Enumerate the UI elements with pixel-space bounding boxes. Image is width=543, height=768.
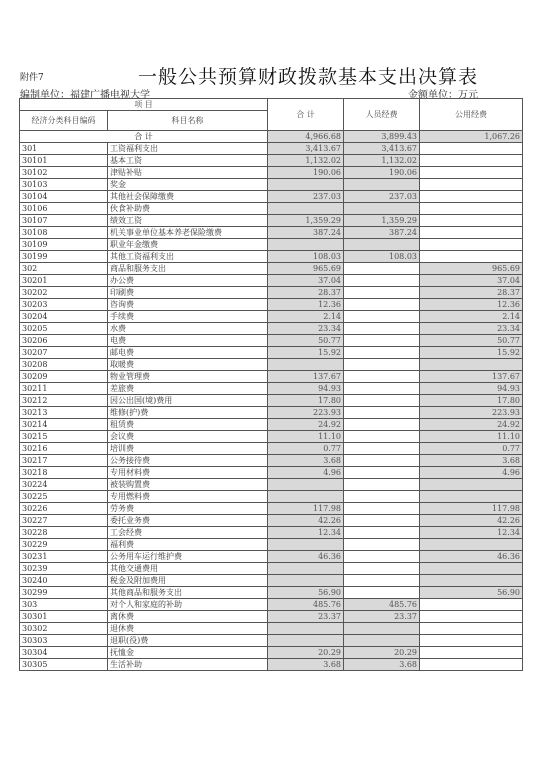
row-personnel xyxy=(344,383,420,395)
row-personnel: 190.06 xyxy=(344,167,420,179)
row-public: 117.98 xyxy=(420,503,523,515)
row-public: 17.80 xyxy=(420,395,523,407)
table-row xyxy=(20,455,523,467)
row-public: 28.37 xyxy=(420,287,523,299)
row-code: 30106 xyxy=(20,203,108,215)
table-row xyxy=(20,299,523,311)
row-code: 30226 xyxy=(20,503,108,515)
header-row-1 xyxy=(20,99,523,111)
row-public: 11.10 xyxy=(420,431,523,443)
row-public xyxy=(420,215,523,227)
row-total xyxy=(268,539,344,551)
row-total: 12.36 xyxy=(268,299,344,311)
row-personnel xyxy=(344,239,420,251)
table-row xyxy=(20,527,523,539)
row-public: 42.26 xyxy=(420,515,523,527)
table-row xyxy=(20,191,523,203)
row-code: 302 xyxy=(20,263,108,275)
header-personnel: 人员经费 xyxy=(344,99,420,131)
row-code: 30108 xyxy=(20,227,108,239)
row-personnel xyxy=(344,359,420,371)
row-total: 4.96 xyxy=(268,467,344,479)
row-code: 30303 xyxy=(20,635,108,647)
row-total: 137.67 xyxy=(268,371,344,383)
table-row xyxy=(20,263,523,275)
row-name: 商品和服务支出 xyxy=(108,263,268,275)
row-personnel xyxy=(344,575,420,587)
row-public: 24.92 xyxy=(420,419,523,431)
amount-unit-label: 金额单位：万元 xyxy=(408,90,478,101)
row-code: 303 xyxy=(20,599,108,611)
table-row xyxy=(20,491,523,503)
row-name: 绩效工资 xyxy=(108,215,268,227)
total-label: 合 计 xyxy=(20,131,268,143)
table-row xyxy=(20,311,523,323)
row-public xyxy=(420,659,523,671)
row-personnel xyxy=(344,443,420,455)
row-name: 奖金 xyxy=(108,179,268,191)
row-personnel xyxy=(344,635,420,647)
row-personnel xyxy=(344,467,420,479)
row-public xyxy=(420,251,523,263)
row-name: 差旅费 xyxy=(108,383,268,395)
row-personnel: 485.76 xyxy=(344,599,420,611)
table-row xyxy=(20,347,523,359)
row-name: 邮电费 xyxy=(108,347,268,359)
table-row xyxy=(20,659,523,671)
row-total: 0.77 xyxy=(268,443,344,455)
row-public: 1,067.26 xyxy=(420,131,523,143)
row-name: 物业管理费 xyxy=(108,371,268,383)
table-row xyxy=(20,143,523,155)
table-row xyxy=(20,359,523,371)
row-total xyxy=(268,635,344,647)
row-personnel: 237.03 xyxy=(344,191,420,203)
table-row xyxy=(20,431,523,443)
row-public xyxy=(420,179,523,191)
table-row xyxy=(20,599,523,611)
table-row xyxy=(20,203,523,215)
table-row xyxy=(20,407,523,419)
row-code: 30231 xyxy=(20,551,108,563)
row-code: 30204 xyxy=(20,311,108,323)
row-total xyxy=(268,491,344,503)
table-row xyxy=(20,551,523,563)
row-code: 30225 xyxy=(20,491,108,503)
row-name: 津贴补贴 xyxy=(108,167,268,179)
table-row xyxy=(20,647,523,659)
row-personnel xyxy=(344,335,420,347)
row-total: 190.06 xyxy=(268,167,344,179)
row-personnel xyxy=(344,323,420,335)
attachment-label: 附件7 xyxy=(20,73,44,83)
header-name: 科目名称 xyxy=(108,111,268,131)
row-name: 取暖费 xyxy=(108,359,268,371)
row-public xyxy=(420,611,523,623)
row-total xyxy=(268,623,344,635)
row-public: 50.77 xyxy=(420,335,523,347)
row-public: 23.34 xyxy=(420,323,523,335)
row-public xyxy=(420,227,523,239)
row-personnel xyxy=(344,491,420,503)
row-name: 水费 xyxy=(108,323,268,335)
table-row xyxy=(20,515,523,527)
row-total: 108.03 xyxy=(268,251,344,263)
row-public: 37.04 xyxy=(420,275,523,287)
table-row xyxy=(20,239,523,251)
row-name: 公务接待费 xyxy=(108,455,268,467)
row-code: 30239 xyxy=(20,563,108,575)
table-row xyxy=(20,371,523,383)
row-name: 印刷费 xyxy=(108,287,268,299)
row-code: 30104 xyxy=(20,191,108,203)
row-public: 0.77 xyxy=(420,443,523,455)
row-code: 30209 xyxy=(20,371,108,383)
row-name: 因公出国(境)费用 xyxy=(108,395,268,407)
table-row xyxy=(20,227,523,239)
row-code: 30202 xyxy=(20,287,108,299)
row-personnel xyxy=(344,203,420,215)
row-public: 94.93 xyxy=(420,383,523,395)
row-code: 301 xyxy=(20,143,108,155)
row-personnel: 387.24 xyxy=(344,227,420,239)
row-total: 94.93 xyxy=(268,383,344,395)
row-public xyxy=(420,155,523,167)
row-total: 17.80 xyxy=(268,395,344,407)
row-name: 其他商品和服务支出 xyxy=(108,587,268,599)
row-personnel xyxy=(344,431,420,443)
table-row xyxy=(20,395,523,407)
row-personnel: 1,132.02 xyxy=(344,155,420,167)
row-name: 电费 xyxy=(108,335,268,347)
table-row xyxy=(20,323,523,335)
table-row xyxy=(20,539,523,551)
row-total: 56.90 xyxy=(268,587,344,599)
row-code: 30201 xyxy=(20,275,108,287)
row-public xyxy=(420,143,523,155)
row-total: 1,359.29 xyxy=(268,215,344,227)
row-personnel xyxy=(344,539,420,551)
row-total: 1,132.02 xyxy=(268,155,344,167)
row-public xyxy=(420,647,523,659)
row-personnel: 3,413.67 xyxy=(344,143,420,155)
row-name: 其他社会保障缴费 xyxy=(108,191,268,203)
row-name: 咨询费 xyxy=(108,299,268,311)
row-public xyxy=(420,635,523,647)
row-code: 30107 xyxy=(20,215,108,227)
row-personnel xyxy=(344,311,420,323)
row-personnel xyxy=(344,371,420,383)
row-total xyxy=(268,203,344,215)
row-public: 4.96 xyxy=(420,467,523,479)
row-public: 12.36 xyxy=(420,299,523,311)
table-row xyxy=(20,131,523,143)
row-public xyxy=(420,359,523,371)
header-project: 项 目 xyxy=(20,99,268,111)
row-personnel xyxy=(344,563,420,575)
row-total: 3.68 xyxy=(268,659,344,671)
table-row xyxy=(20,443,523,455)
row-public: 12.34 xyxy=(420,527,523,539)
row-public xyxy=(420,167,523,179)
row-name: 其他工资福利支出 xyxy=(108,251,268,263)
row-personnel: 23.37 xyxy=(344,611,420,623)
row-personnel xyxy=(344,263,420,275)
row-code: 30299 xyxy=(20,587,108,599)
table-row xyxy=(20,623,523,635)
row-name: 对个人和家庭的补助 xyxy=(108,599,268,611)
row-total xyxy=(268,179,344,191)
row-public xyxy=(420,491,523,503)
row-total: 3.68 xyxy=(268,455,344,467)
row-code: 30218 xyxy=(20,467,108,479)
row-total: 3,413.67 xyxy=(268,143,344,155)
row-personnel: 20.29 xyxy=(344,647,420,659)
row-total: 223.93 xyxy=(268,407,344,419)
row-name: 其他交通费用 xyxy=(108,563,268,575)
row-total: 237.03 xyxy=(268,191,344,203)
row-name: 公务用车运行维护费 xyxy=(108,551,268,563)
row-total: 12.34 xyxy=(268,527,344,539)
row-public xyxy=(420,191,523,203)
row-total: 24.92 xyxy=(268,419,344,431)
row-public xyxy=(420,575,523,587)
row-personnel: 108.03 xyxy=(344,251,420,263)
row-personnel xyxy=(344,455,420,467)
row-code: 30227 xyxy=(20,515,108,527)
header-total: 合 计 xyxy=(268,99,344,131)
row-code: 30207 xyxy=(20,347,108,359)
row-total: 50.77 xyxy=(268,335,344,347)
row-name: 退职(役)费 xyxy=(108,635,268,647)
row-public: 223.93 xyxy=(420,407,523,419)
row-personnel xyxy=(344,503,420,515)
expenditure-table xyxy=(19,98,523,671)
row-code: 30203 xyxy=(20,299,108,311)
table-row xyxy=(20,167,523,179)
row-total: 23.37 xyxy=(268,611,344,623)
table-row xyxy=(20,419,523,431)
row-code: 30103 xyxy=(20,179,108,191)
row-public xyxy=(420,203,523,215)
row-total xyxy=(268,575,344,587)
row-total xyxy=(268,563,344,575)
row-name: 专用燃料费 xyxy=(108,491,268,503)
row-name: 手续费 xyxy=(108,311,268,323)
row-personnel xyxy=(344,527,420,539)
row-name: 委托业务费 xyxy=(108,515,268,527)
row-code: 30224 xyxy=(20,479,108,491)
table-row xyxy=(20,215,523,227)
row-personnel xyxy=(344,275,420,287)
row-name: 生活补助 xyxy=(108,659,268,671)
row-public: 3.68 xyxy=(420,455,523,467)
row-code: 30228 xyxy=(20,527,108,539)
row-total: 11.10 xyxy=(268,431,344,443)
row-total: 20.29 xyxy=(268,647,344,659)
row-personnel xyxy=(344,347,420,359)
table-row xyxy=(20,575,523,587)
row-name: 会议费 xyxy=(108,431,268,443)
row-name: 工资福利支出 xyxy=(108,143,268,155)
row-code: 30208 xyxy=(20,359,108,371)
table-row xyxy=(20,155,523,167)
table-row xyxy=(20,563,523,575)
row-personnel: 3,899.43 xyxy=(344,131,420,143)
row-total xyxy=(268,479,344,491)
table-body xyxy=(20,99,523,671)
row-code: 30214 xyxy=(20,419,108,431)
row-public: 46.36 xyxy=(420,551,523,563)
row-personnel xyxy=(344,479,420,491)
row-public xyxy=(420,539,523,551)
table-row xyxy=(20,467,523,479)
row-total: 965.69 xyxy=(268,263,344,275)
table-row xyxy=(20,587,523,599)
table-row xyxy=(20,287,523,299)
row-total: 387.24 xyxy=(268,227,344,239)
row-total: 37.04 xyxy=(268,275,344,287)
row-public: 137.67 xyxy=(420,371,523,383)
row-code: 30211 xyxy=(20,383,108,395)
row-personnel xyxy=(344,515,420,527)
table-row xyxy=(20,503,523,515)
row-name: 培训费 xyxy=(108,443,268,455)
table-row xyxy=(20,611,523,623)
row-personnel xyxy=(344,407,420,419)
table-row xyxy=(20,383,523,395)
row-code: 30101 xyxy=(20,155,108,167)
row-name: 基本工资 xyxy=(108,155,268,167)
row-name: 离休费 xyxy=(108,611,268,623)
row-code: 30217 xyxy=(20,455,108,467)
row-public xyxy=(420,239,523,251)
row-total: 42.26 xyxy=(268,515,344,527)
row-public: 965.69 xyxy=(420,263,523,275)
row-personnel: 1,359.29 xyxy=(344,215,420,227)
row-personnel xyxy=(344,395,420,407)
row-total: 28.37 xyxy=(268,287,344,299)
row-personnel xyxy=(344,299,420,311)
row-code: 30199 xyxy=(20,251,108,263)
row-public xyxy=(420,563,523,575)
row-name: 抚恤金 xyxy=(108,647,268,659)
row-total: 46.36 xyxy=(268,551,344,563)
header-public: 公用经费 xyxy=(420,99,523,131)
row-public: 56.90 xyxy=(420,587,523,599)
row-public xyxy=(420,623,523,635)
row-code: 30304 xyxy=(20,647,108,659)
row-code: 30229 xyxy=(20,539,108,551)
table-row xyxy=(20,335,523,347)
row-personnel xyxy=(344,287,420,299)
table-row xyxy=(20,179,523,191)
row-code: 30302 xyxy=(20,623,108,635)
row-total: 23.34 xyxy=(268,323,344,335)
row-code: 30215 xyxy=(20,431,108,443)
row-public xyxy=(420,479,523,491)
row-total: 117.98 xyxy=(268,503,344,515)
row-code: 30301 xyxy=(20,611,108,623)
row-name: 被装购置费 xyxy=(108,479,268,491)
row-total: 4,966.68 xyxy=(268,131,344,143)
table-row xyxy=(20,479,523,491)
table-row xyxy=(20,251,523,263)
table-row xyxy=(20,275,523,287)
row-personnel xyxy=(344,419,420,431)
row-code: 30213 xyxy=(20,407,108,419)
row-name: 税金及附加费用 xyxy=(108,575,268,587)
page-title: 一般公共预算财政拨款基本支出决算表 xyxy=(138,66,479,88)
row-total: 485.76 xyxy=(268,599,344,611)
row-code: 30102 xyxy=(20,167,108,179)
row-name: 机关事业单位基本养老保险缴费 xyxy=(108,227,268,239)
row-name: 办公费 xyxy=(108,275,268,287)
row-personnel xyxy=(344,551,420,563)
row-personnel xyxy=(344,587,420,599)
row-total: 15.92 xyxy=(268,347,344,359)
row-total xyxy=(268,359,344,371)
row-name: 专用材料费 xyxy=(108,467,268,479)
header-code: 经济分类科目编码 xyxy=(20,111,108,131)
row-public: 15.92 xyxy=(420,347,523,359)
row-code: 30305 xyxy=(20,659,108,671)
row-name: 伙食补助费 xyxy=(108,203,268,215)
table-row xyxy=(20,635,523,647)
row-total xyxy=(268,239,344,251)
row-code: 30212 xyxy=(20,395,108,407)
row-code: 30216 xyxy=(20,443,108,455)
unit-label: 编制单位：福建广播电视大学 xyxy=(20,90,150,101)
row-name: 退休费 xyxy=(108,623,268,635)
row-name: 劳务费 xyxy=(108,503,268,515)
row-total: 2.14 xyxy=(268,311,344,323)
row-code: 30205 xyxy=(20,323,108,335)
row-name: 职业年金缴费 xyxy=(108,239,268,251)
row-name: 租赁费 xyxy=(108,419,268,431)
row-code: 30206 xyxy=(20,335,108,347)
row-public xyxy=(420,599,523,611)
row-code: 30109 xyxy=(20,239,108,251)
row-name: 福利费 xyxy=(108,539,268,551)
row-code: 30240 xyxy=(20,575,108,587)
row-personnel xyxy=(344,623,420,635)
row-public: 2.14 xyxy=(420,311,523,323)
row-personnel: 3.68 xyxy=(344,659,420,671)
row-personnel xyxy=(344,179,420,191)
row-name: 工会经费 xyxy=(108,527,268,539)
row-name: 维修(护)费 xyxy=(108,407,268,419)
